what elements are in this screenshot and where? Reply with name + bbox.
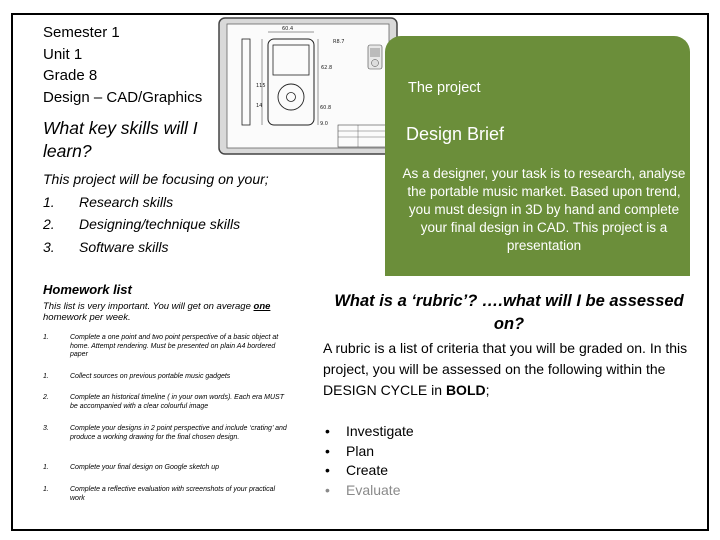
skill-text: Designing/technique skills <box>79 216 241 232</box>
homework-item <box>43 425 288 442</box>
svg-text:60.4: 60.4 <box>282 26 294 32</box>
semester-label: Semester 1 <box>43 24 120 41</box>
criteria-item <box>325 461 414 481</box>
homework-number: 1. <box>43 464 49 471</box>
rubric-description-end: ; <box>485 382 490 398</box>
unit-label: Unit 1 <box>43 45 83 63</box>
homework-number: 1. <box>43 334 49 341</box>
homework-item <box>43 464 288 473</box>
svg-text:9.0: 9.0 <box>320 121 328 127</box>
svg-text:R8.7: R8.7 <box>333 39 345 45</box>
skill-text: Research skills <box>79 193 174 210</box>
homework-number: 1. <box>43 486 49 493</box>
subject-label: Design – CAD/Graphics <box>43 88 203 106</box>
homework-number: 1. <box>43 373 49 380</box>
criteria-text: Create <box>346 462 389 478</box>
homework-text: Complete your final design on Google sketch up <box>70 464 220 471</box>
homework-intro-text: This list is very important. You will get on average <box>43 301 254 312</box>
criteria-text: Evaluate <box>346 481 401 498</box>
skills-intro: This project will be focusing on your; <box>43 171 269 187</box>
homework-item <box>43 394 288 411</box>
criteria-text: Plan <box>346 442 375 459</box>
homework-text: Complete your designs in 2 point perspective and include ‘crating’ and produce a working drawing for the final chosen design. <box>70 425 287 441</box>
bullet-icon: • <box>325 442 330 459</box>
skills-question: What key skills will I learn? <box>43 118 198 161</box>
homework-text: Collect sources on previous portable music gadgets <box>70 373 231 380</box>
homework-title: Homework list <box>43 282 132 297</box>
skill-item <box>43 213 303 236</box>
svg-text:115: 115 <box>256 83 266 89</box>
criteria-list <box>325 422 414 500</box>
skill-item <box>43 236 303 259</box>
svg-text:62.8: 62.8 <box>321 65 333 71</box>
skill-item <box>43 191 303 214</box>
bullet-icon: • <box>325 481 330 498</box>
homework-number: 2. <box>43 394 49 401</box>
skill-number: 3. <box>43 238 55 255</box>
grade-label: Grade 8 <box>43 67 98 84</box>
criteria-item <box>325 442 414 462</box>
bullet-icon: • <box>325 423 330 439</box>
svg-text:60.8: 60.8 <box>320 105 332 111</box>
criteria-item <box>325 422 414 442</box>
rubric-question: What is a ‘rubric’? ….what will I be assessed on? <box>334 292 684 333</box>
rubric-description <box>323 338 698 401</box>
homework-text: Complete a reflective evaluation with screenshots of your practical work <box>70 486 276 502</box>
rubric-description-bold: BOLD <box>445 382 486 398</box>
criteria-text: Investigate <box>346 423 414 439</box>
technical-drawing-image <box>218 17 398 155</box>
homework-number: 3. <box>43 425 49 432</box>
homework-text: Complete a one point and two point perspective of a basic object at home. Attempt rendering. Must be presented on plain A4 bordered paper <box>70 334 279 358</box>
skills-section <box>43 168 303 258</box>
criteria-item <box>325 481 414 501</box>
homework-intro-text-end: homework per week. <box>43 312 131 323</box>
homework-intro-emphasis: one <box>253 301 271 312</box>
homework-text: Complete an historical timeline ( in your own words). Each era MUST be accompanied with a clear colourful image <box>70 394 284 410</box>
homework-item <box>43 486 288 503</box>
project-label: The project <box>408 80 481 96</box>
skill-text: Software skills <box>79 238 169 255</box>
homework-item <box>43 373 288 382</box>
homework-item <box>43 334 288 360</box>
homework-intro <box>43 301 293 323</box>
design-brief-text: As a designer, your task is to research, analyse the portable music market. Based upon trend, you must design in 3D by hand and complete your final design in CAD. This project is a presentation <box>402 166 686 253</box>
rubric-description-text: A rubric is a list of criteria that you will be graded on. In this project, you will be assessed on the following within the DESIGN CYCLE in <box>323 340 688 398</box>
course-header <box>43 22 202 108</box>
design-brief-title: Design Brief <box>406 124 505 144</box>
skill-number: 2. <box>43 216 55 232</box>
svg-text:14: 14 <box>256 103 263 109</box>
bullet-icon: • <box>325 462 330 478</box>
skill-number: 1. <box>43 193 55 210</box>
